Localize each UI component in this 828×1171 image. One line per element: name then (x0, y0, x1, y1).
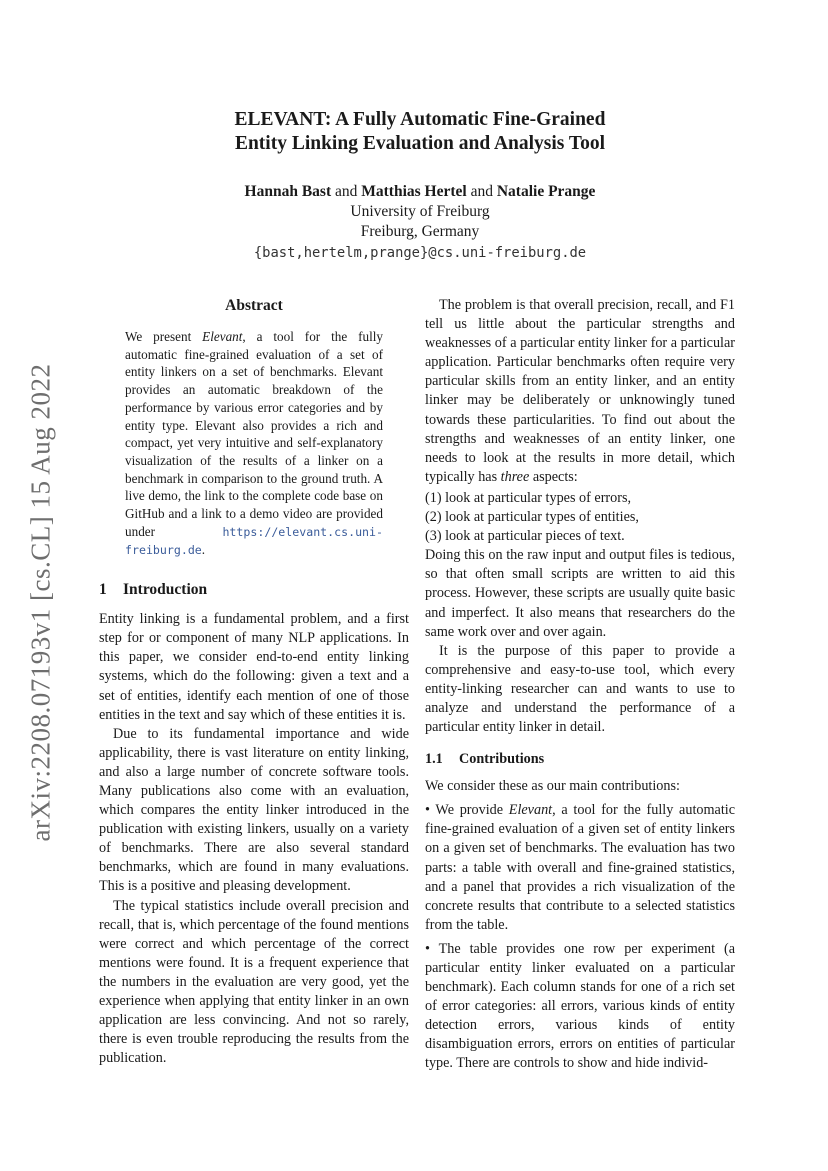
section-title: Introduction (123, 581, 208, 599)
paragraph-emphasis: three (500, 468, 530, 485)
author-list (100, 182, 740, 202)
author-name: Hannah Bast (244, 183, 332, 200)
arxiv-identifier-stamp (16, 355, 66, 850)
title-block (100, 108, 740, 264)
section-number: 1 (99, 581, 107, 599)
bullet-emphasis: Elevant (508, 802, 553, 819)
paper-title (100, 108, 740, 156)
abstract-text-part: We present (125, 329, 203, 344)
affiliation-location: Freiburg, Germany (360, 223, 480, 240)
aspect-item: (2) look at particular types of entities, (425, 509, 639, 526)
abstract-text-part: . (201, 542, 206, 558)
abstract-emphasis: Elevant (202, 329, 243, 344)
author-separator: and (331, 183, 362, 200)
section-heading-introduction (99, 580, 409, 600)
affiliation-university: University of Freiburg (350, 203, 490, 220)
author-emails: {bast,hertelm,prange}@cs.uni-freiburg.de (253, 245, 587, 261)
subsection-title: Contributions (459, 751, 545, 768)
author-name: Matthias Hertel (361, 183, 467, 200)
paragraph-text-part: aspects: (529, 468, 578, 485)
raw-files-paragraph: Doing this on the raw input and output files is tedious, so that often small scripts are written to aid this process. However, these scripts are usually quite basic and imperfect. It also means that researchers do the same work over and over again. (425, 547, 735, 640)
abstract-heading: Abstract (225, 297, 283, 314)
intro-paragraph-1: Entity linking is a fundamental problem, and a first step for or component of many NLP applications. In this paper, we consider end-to-end entity linking systems, which do the following: given a text and a set of entities, identify each mention of one of those entities in the text and say which of these entities it is. (99, 611, 409, 723)
contribution-bullet-2: • The table provides one row per experiment (a particular entity linker evaluated on a particular benchmark). Each column stands for one of a rich set of error categories: all errors, various kinds of entity detection errors, various kinds of entity disambiguation errors, errors on entities of particular type. There are controls to show and hide individ- (425, 940, 735, 1072)
problem-paragraph (425, 296, 735, 487)
aspect-item: (3) look at particular pieces of text. (425, 528, 625, 545)
aspect-list (425, 489, 735, 546)
abstract-text (125, 328, 383, 560)
contribution-bullet-1 (425, 801, 735, 935)
left-column (99, 296, 409, 1068)
bullet-text-part: • We provide (425, 802, 509, 819)
subsection-heading-contributions (425, 749, 735, 769)
intro-paragraph-3: The typical statistics include overall precision and recall, that is, which percentage of the found mentions were correct and which percentage of the correct mentions were found. It is a frequent experience that the numbers in the evaluation are very good, yet the experience when applying that entity linker in an own application are less convincing. And not so rarely, there is even trouble reproducing the results from the publication. (99, 897, 409, 1067)
aspect-item: (1) look at particular types of errors, (425, 489, 632, 506)
author-name: Natalie Prange (496, 183, 596, 200)
intro-paragraph-2: Due to its fundamental importance and wide applicability, there is vast literature on entity linking, and also a large number of concrete software tools. Many publications also come with an evaluation, which compares the entity linker introduced in the publication with existing linkers, usually on a variety of benchmarks. There are also several standard benchmarks, which are found in many evaluations. This is a positive and pleasing development. (99, 725, 409, 895)
title-line-2: Entity Linking Evaluation and Analysis Tool (234, 133, 606, 154)
abstract-text-part: , a tool for the fully automatic fine-grained evaluation of a set of entity linkers on a set of benchmarks. Elevant provides an automatic breakdown of the performance by various error categories and by entity type. Elevant also provides a rich and compact, yet very intuitive and self-explanatory visualization of the results of a linker on a benchmark in comparison to the ground truth. A live demo, the link to the complete code base on GitHub and a link to a demo video are provided under (125, 329, 384, 539)
right-column (425, 296, 735, 1074)
paragraph-text-part: The problem is that overall precision, recall, and F1 tell us little about the particular strengths and weaknesses of a particular entity linker for a particular application. Particular benchmarks often require very particular skills from an entity linker, and an entity linker may be deliberately or unknowingly tuned towards these particularities. To find out about the strengths and weaknesses of an entity linker, one needs to look at the results in more detail, which typically has (425, 297, 735, 485)
author-separator: and (466, 183, 497, 200)
title-line-1: ELEVANT: A Fully Automatic Fine-Grained (234, 109, 606, 130)
bullet-text-part: , a tool for the fully automatic fine-grained evaluation of a given set of entity linkers on a given set of benchmarks. The evaluation has two parts: a table with overall and fine-grained statistics, and a panel that provides a rich visualization of the concrete results that contribute to a selected statistics from the table. (425, 802, 735, 933)
arxiv-id-text: arXiv:2208.07193v1 [cs.CL] 15 Aug 2022 (25, 363, 56, 842)
purpose-paragraph: It is the purpose of this paper to provide a comprehensive and easy-to-use tool, which every entity-linking researcher can and wants to use to analyze and understand the performance of a particular entity linker in detail. (425, 642, 735, 736)
subsection-number: 1.1 (425, 751, 443, 768)
demo-link[interactable]: https://elevant.cs.uni-freiburg.de (125, 524, 383, 558)
contributions-intro: We consider these as our main contributions: (425, 778, 680, 795)
